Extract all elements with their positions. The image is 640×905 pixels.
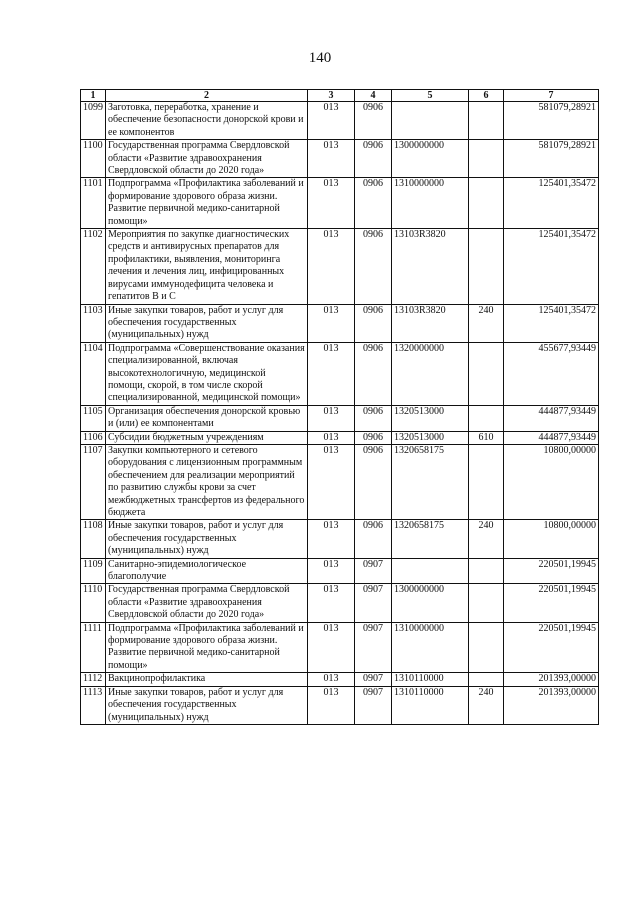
row-name: Иные закупки товаров, работ и услуг для обеспечения государственных (муниципальных) нужд	[106, 304, 308, 342]
row-expense-type	[469, 140, 504, 178]
row-amount: 581079,28921	[504, 140, 599, 178]
header-col-4: 4	[355, 90, 392, 102]
row-department-code: 013	[308, 178, 355, 229]
row-target-article: 1320658175	[392, 520, 469, 558]
table-row	[81, 431, 599, 444]
row-name: Субсидии бюджетным учреждениям	[106, 431, 308, 444]
header-col-5: 5	[392, 90, 469, 102]
row-expense-type	[469, 622, 504, 673]
table-row	[81, 178, 599, 229]
row-amount: 125401,35472	[504, 178, 599, 229]
row-name: Государственная программа Свердловской области «Развитие здравоохранения Свердловской области до 2020 года»	[106, 140, 308, 178]
row-department-code: 013	[308, 229, 355, 304]
row-target-article: 1320513000	[392, 405, 469, 431]
row-target-article: 1320000000	[392, 342, 469, 405]
row-name: Организация обеспечения донорской кровью и (или) ее компонентами	[106, 405, 308, 431]
row-name: Государственная программа Свердловской области «Развитие здравоохранения Свердловской области до 2020 года»	[106, 584, 308, 622]
table-row	[81, 444, 599, 519]
row-section-code: 0907	[355, 584, 392, 622]
row-amount: 10800,00000	[504, 520, 599, 558]
header-col-2: 2	[106, 90, 308, 102]
row-expense-type	[469, 558, 504, 584]
row-target-article: 13103R3820	[392, 229, 469, 304]
row-name: Подпрограмма «Профилактика заболеваний и формирование здорового образа жизни. Развитие первичной медико-санитарной помощи»	[106, 622, 308, 673]
row-target-article: 1320513000	[392, 431, 469, 444]
row-expense-type: 610	[469, 431, 504, 444]
row-amount: 201393,00000	[504, 673, 599, 686]
row-expense-type	[469, 229, 504, 304]
row-section-code: 0906	[355, 178, 392, 229]
row-expense-type	[469, 178, 504, 229]
row-amount: 455677,93449	[504, 342, 599, 405]
row-department-code: 013	[308, 520, 355, 558]
header-col-1: 1	[81, 90, 106, 102]
row-section-code: 0907	[355, 558, 392, 584]
row-name: Подпрограмма «Совершенствование оказания специализированной, включая высокотехнологичную, медицинской помощи, скорой, в том числе скорой специализированной, медицинской помощи»	[106, 342, 308, 405]
table-row	[81, 558, 599, 584]
row-expense-type	[469, 444, 504, 519]
row-expense-type	[469, 405, 504, 431]
row-number: 1113	[81, 686, 106, 724]
row-number: 1110	[81, 584, 106, 622]
row-expense-type	[469, 342, 504, 405]
table-row	[81, 342, 599, 405]
row-department-code: 013	[308, 444, 355, 519]
budget-table	[80, 89, 599, 725]
row-department-code: 013	[308, 673, 355, 686]
row-amount: 125401,35472	[504, 229, 599, 304]
row-name: Мероприятия по закупке диагностических средств и антивирусных препаратов для профилактики, выявления, мониторинга лечения и лечения лиц, инфицированных вирусами иммунодефицита человека и гепатитов В и С	[106, 229, 308, 304]
row-amount: 581079,28921	[504, 102, 599, 140]
row-department-code: 013	[308, 431, 355, 444]
row-department-code: 013	[308, 405, 355, 431]
table-row	[81, 229, 599, 304]
row-expense-type: 240	[469, 520, 504, 558]
table-row	[81, 405, 599, 431]
row-name: Вакцинопрофилактика	[106, 673, 308, 686]
row-department-code: 013	[308, 686, 355, 724]
row-target-article: 13103R3820	[392, 304, 469, 342]
row-name: Иные закупки товаров, работ и услуг для обеспечения государственных (муниципальных) нужд	[106, 686, 308, 724]
row-name: Подпрограмма «Профилактика заболеваний и формирование здорового образа жизни. Развитие первичной медико-санитарной помощи»	[106, 178, 308, 229]
row-number: 1103	[81, 304, 106, 342]
row-department-code: 013	[308, 558, 355, 584]
row-department-code: 013	[308, 622, 355, 673]
table-row	[81, 673, 599, 686]
header-row	[81, 90, 599, 102]
row-expense-type	[469, 102, 504, 140]
row-department-code: 013	[308, 304, 355, 342]
row-section-code: 0906	[355, 304, 392, 342]
row-expense-type	[469, 673, 504, 686]
row-target-article	[392, 102, 469, 140]
row-target-article: 1320658175	[392, 444, 469, 519]
row-expense-type: 240	[469, 304, 504, 342]
row-section-code: 0906	[355, 229, 392, 304]
row-number: 1100	[81, 140, 106, 178]
row-expense-type: 240	[469, 686, 504, 724]
row-number: 1099	[81, 102, 106, 140]
row-target-article: 1310000000	[392, 622, 469, 673]
row-number: 1112	[81, 673, 106, 686]
row-number: 1105	[81, 405, 106, 431]
row-amount: 444877,93449	[504, 431, 599, 444]
row-section-code: 0907	[355, 673, 392, 686]
row-name: Заготовка, переработка, хранение и обеспечение безопасности донорской крови и ее компонентов	[106, 102, 308, 140]
row-expense-type	[469, 584, 504, 622]
table-row	[81, 622, 599, 673]
row-section-code: 0906	[355, 405, 392, 431]
row-amount: 125401,35472	[504, 304, 599, 342]
row-number: 1106	[81, 431, 106, 444]
header-col-3: 3	[308, 90, 355, 102]
row-target-article: 1300000000	[392, 584, 469, 622]
row-name: Закупки компьютерного и сетевого оборудования с лицензионным программным обеспечением для реализации мероприятий по развитию службы крови за счет межбюджетных трансфертов из федерального бюджета	[106, 444, 308, 519]
row-department-code: 013	[308, 140, 355, 178]
table-row	[81, 584, 599, 622]
row-department-code: 013	[308, 342, 355, 405]
header-col-7: 7	[504, 90, 599, 102]
row-section-code: 0906	[355, 140, 392, 178]
table-row	[81, 686, 599, 724]
row-section-code: 0906	[355, 520, 392, 558]
row-name: Иные закупки товаров, работ и услуг для обеспечения государственных (муниципальных) нужд	[106, 520, 308, 558]
row-amount: 10800,00000	[504, 444, 599, 519]
row-number: 1101	[81, 178, 106, 229]
row-section-code: 0907	[355, 622, 392, 673]
row-section-code: 0907	[355, 686, 392, 724]
row-target-article	[392, 558, 469, 584]
row-target-article: 1310110000	[392, 686, 469, 724]
row-number: 1108	[81, 520, 106, 558]
row-number: 1104	[81, 342, 106, 405]
row-amount: 220501,19945	[504, 622, 599, 673]
row-section-code: 0906	[355, 444, 392, 519]
row-amount: 201393,00000	[504, 686, 599, 724]
row-department-code: 013	[308, 584, 355, 622]
row-target-article: 1310000000	[392, 178, 469, 229]
row-section-code: 0906	[355, 342, 392, 405]
row-amount: 220501,19945	[504, 584, 599, 622]
row-number: 1109	[81, 558, 106, 584]
row-target-article: 1300000000	[392, 140, 469, 178]
table-row	[81, 520, 599, 558]
table-row	[81, 140, 599, 178]
row-section-code: 0906	[355, 431, 392, 444]
table-row	[81, 102, 599, 140]
row-number: 1107	[81, 444, 106, 519]
header-col-6: 6	[469, 90, 504, 102]
row-number: 1111	[81, 622, 106, 673]
row-section-code: 0906	[355, 102, 392, 140]
row-amount: 444877,93449	[504, 405, 599, 431]
row-number: 1102	[81, 229, 106, 304]
table-row	[81, 304, 599, 342]
page-number: 140	[308, 50, 332, 66]
table-body	[81, 102, 599, 725]
row-department-code: 013	[308, 102, 355, 140]
row-target-article: 1310110000	[392, 673, 469, 686]
row-name: Санитарно-эпидемиологическое благополучие	[106, 558, 308, 584]
row-amount: 220501,19945	[504, 558, 599, 584]
